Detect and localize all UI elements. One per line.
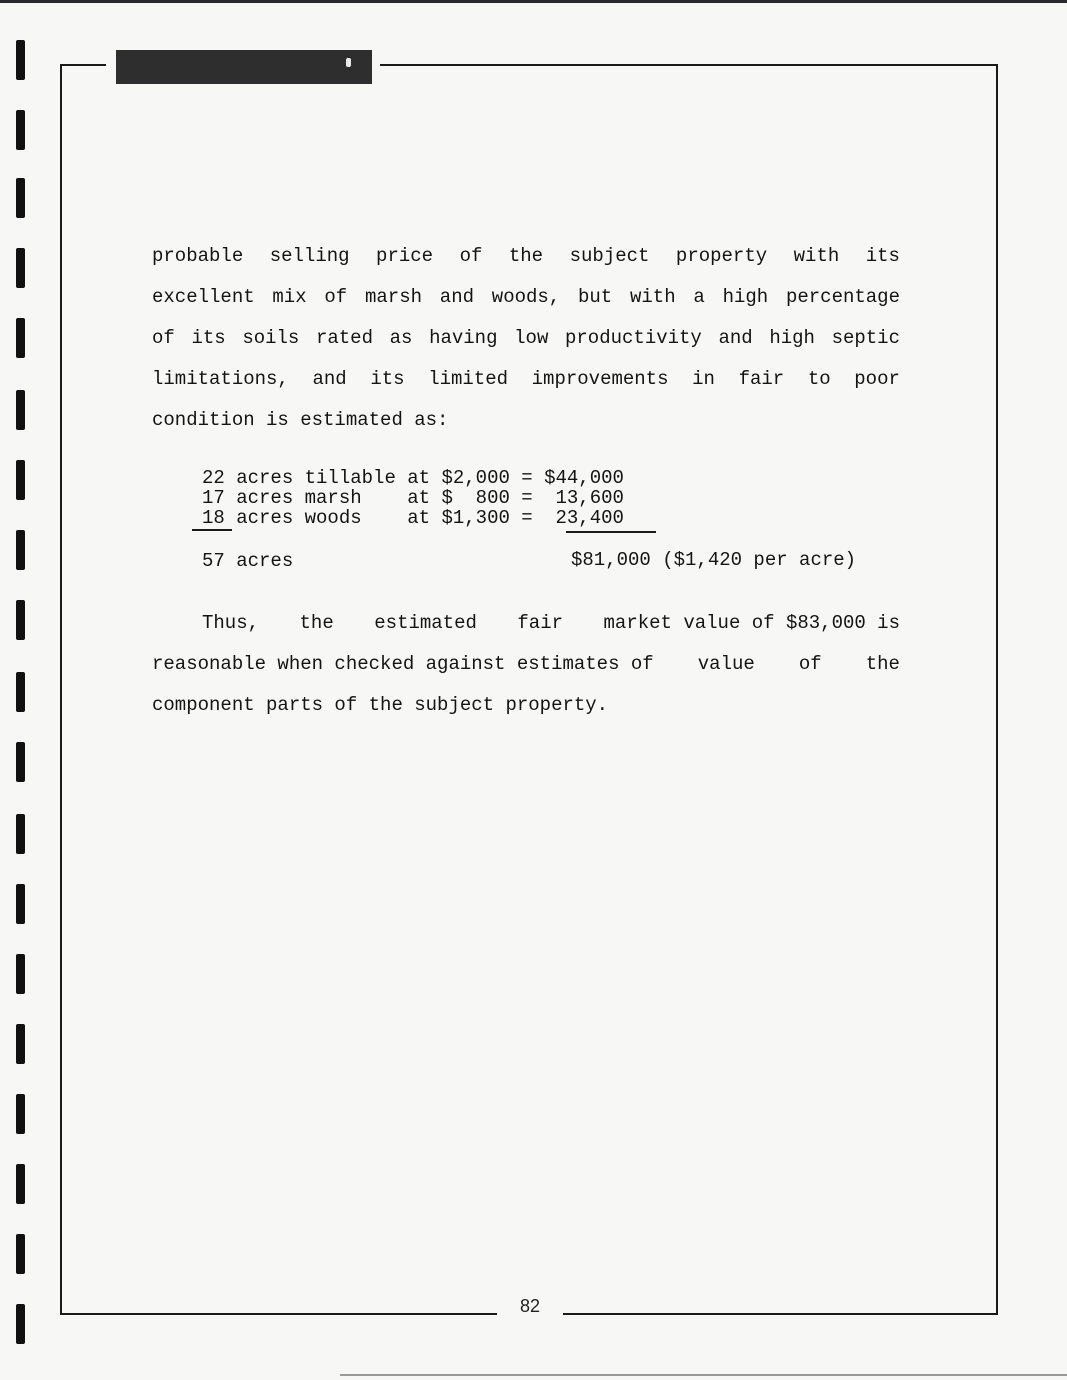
amount-underline bbox=[566, 531, 656, 533]
header-bar bbox=[116, 50, 372, 84]
binding-mark bbox=[16, 1304, 25, 1344]
binding-mark bbox=[16, 742, 25, 782]
amount-value: $44,000 bbox=[544, 467, 624, 489]
acres-label: acres marsh bbox=[236, 487, 396, 509]
text-word: of bbox=[459, 245, 483, 267]
acres-label: acres tillable bbox=[236, 467, 396, 489]
acres-value: 17 bbox=[202, 487, 225, 509]
total-amount: $81,000 ($1,420 per acre) bbox=[571, 549, 857, 571]
binding-mark bbox=[16, 530, 25, 570]
text-word: estimated bbox=[374, 612, 477, 634]
text-word: as bbox=[389, 327, 413, 349]
text-word: the bbox=[508, 245, 544, 267]
text-word: fair bbox=[517, 612, 564, 634]
binding-mark bbox=[16, 600, 25, 640]
acres-value: 22 bbox=[202, 467, 225, 489]
paragraph-intro bbox=[152, 236, 900, 441]
calc-row-tillable bbox=[202, 468, 624, 488]
binding-mark bbox=[16, 814, 25, 854]
text-word: excellent bbox=[152, 286, 255, 308]
text-word: reasonable when checked against estimates of bbox=[152, 653, 654, 675]
text-word: high bbox=[769, 327, 815, 349]
text-line bbox=[152, 603, 900, 644]
binding-mark bbox=[16, 1094, 25, 1134]
binding-mark bbox=[16, 248, 25, 288]
text-line bbox=[152, 400, 900, 441]
text-word: with bbox=[630, 286, 676, 308]
text-word: of bbox=[152, 327, 175, 349]
text-word: low bbox=[514, 327, 549, 349]
text-word: fair bbox=[738, 368, 785, 390]
binding-mark bbox=[16, 460, 25, 500]
text-line bbox=[152, 685, 900, 726]
text-word: the bbox=[865, 653, 900, 675]
text-word: component parts of the subject property. bbox=[152, 694, 609, 716]
text-word: subject bbox=[569, 245, 650, 267]
text-word: market value of $83,000 is bbox=[603, 612, 900, 634]
text-word: in bbox=[692, 368, 715, 390]
text-word: limitations, bbox=[152, 368, 289, 390]
text-word: marsh bbox=[365, 286, 423, 308]
rate-value: at $ 800 = bbox=[407, 487, 533, 509]
binding-mark bbox=[16, 390, 25, 430]
calc-row-marsh bbox=[202, 488, 624, 508]
text-line bbox=[152, 318, 900, 359]
total-acres: 57 acres bbox=[202, 550, 294, 572]
text-word: septic bbox=[831, 327, 900, 349]
binding-mark bbox=[16, 318, 25, 358]
text-word: productivity bbox=[565, 327, 702, 349]
text-word: woods, bbox=[491, 286, 561, 308]
amount-value: 13,600 bbox=[544, 487, 624, 509]
rate-value: at $2,000 = bbox=[407, 467, 533, 489]
binding-mark bbox=[16, 1234, 25, 1274]
binding-mark bbox=[16, 40, 25, 80]
text-word: having bbox=[429, 327, 498, 349]
text-word: rated bbox=[315, 327, 373, 349]
binding-mark bbox=[16, 954, 25, 994]
text-word: percentage bbox=[785, 286, 900, 308]
text-word: price bbox=[376, 245, 434, 267]
text-word: its bbox=[191, 327, 226, 349]
paragraph-conclusion bbox=[152, 603, 900, 726]
page-top-edge bbox=[0, 0, 1067, 3]
text-word: its bbox=[865, 245, 900, 267]
binding-mark bbox=[16, 884, 25, 924]
text-word: and bbox=[439, 286, 475, 308]
text-word: mix bbox=[272, 286, 307, 308]
text-line bbox=[152, 236, 900, 277]
binding-mark bbox=[16, 672, 25, 712]
text-word: of bbox=[798, 653, 822, 675]
rate-value: at $1,300 = bbox=[407, 507, 533, 529]
text-word: and bbox=[312, 368, 347, 390]
binding-mark bbox=[16, 1164, 25, 1204]
header-mark bbox=[346, 58, 351, 67]
text-line bbox=[152, 277, 900, 318]
binding-mark bbox=[16, 178, 25, 218]
text-word: limited bbox=[428, 368, 509, 390]
acres-underline bbox=[192, 529, 232, 531]
text-word: condition is estimated as: bbox=[152, 409, 449, 431]
text-word: and bbox=[718, 327, 753, 349]
text-word: soils bbox=[242, 327, 300, 349]
text-word: to bbox=[807, 368, 831, 390]
text-word: probable bbox=[152, 245, 244, 267]
text-word: property bbox=[675, 245, 768, 267]
acres-label: acres woods bbox=[236, 507, 396, 529]
acres-value: 18 bbox=[202, 507, 225, 529]
text-word: poor bbox=[854, 368, 900, 390]
text-word: but bbox=[578, 286, 613, 308]
page-number: 82 bbox=[519, 1296, 541, 1316]
amount-value: 23,400 bbox=[544, 507, 624, 529]
text-line bbox=[152, 359, 900, 400]
page-bottom-edge bbox=[340, 1374, 1067, 1376]
acreage-calculation bbox=[202, 468, 624, 528]
text-word: selling bbox=[269, 245, 350, 267]
text-word: high bbox=[722, 286, 769, 308]
calc-row-woods bbox=[202, 508, 624, 528]
text-word: the bbox=[299, 612, 334, 634]
text-word: Thus, bbox=[202, 612, 260, 634]
text-line bbox=[152, 644, 900, 685]
text-word: of bbox=[324, 286, 348, 308]
binding-mark bbox=[16, 1024, 25, 1064]
text-word: with bbox=[793, 245, 840, 267]
text-word: improvements bbox=[531, 368, 669, 390]
text-word: its bbox=[370, 368, 405, 390]
text-word: value bbox=[697, 653, 755, 675]
binding-mark bbox=[16, 110, 25, 150]
text-word: a bbox=[693, 286, 705, 308]
